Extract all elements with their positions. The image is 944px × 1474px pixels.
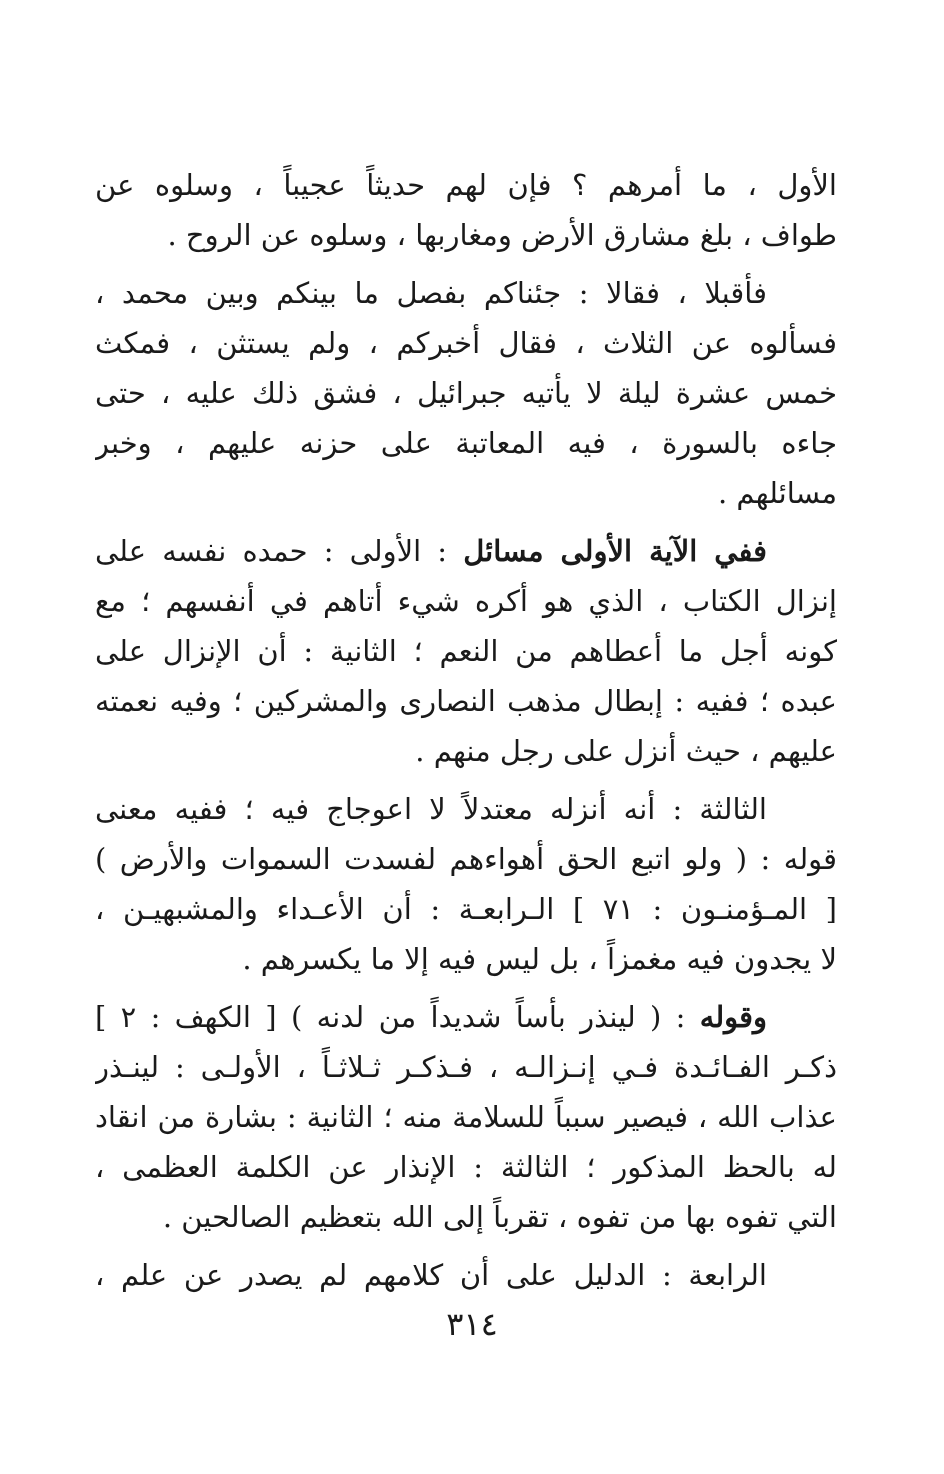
bold-lead: وقوله	[699, 1000, 767, 1034]
paragraph-1	[95, 160, 837, 260]
text-line: طواف ، بلغ مشارق الأرض ومغاربها ، وسلوه عن الروح .	[167, 218, 837, 252]
text-line: الثالثة : أنه أنزله معتدلاً لا اعوجاج فيه ؛ ففيه معنى	[95, 792, 767, 826]
text-line: فأقبلا ، فقالا : جئناكم بفصل ما بينكم وبين محمد ،	[95, 276, 767, 310]
text-line: ذكـر الفـائـدة فـي إنـزالـه ، فـذكـر ثـلاثـاً ، الأولـى : لينـذر	[95, 1050, 837, 1084]
paragraph-5	[95, 992, 837, 1242]
text-line: الأول ، ما أمرهم ؟ فإن لهم حديثاً عجيباً ، وسلوه عن	[95, 168, 837, 202]
text-line-rest: : ( لينذر بأساً شديداً من لدنه ) [ الكهف : ٢ ]	[95, 1000, 700, 1034]
text-line: مسائلهم .	[717, 476, 837, 510]
text-line: عليهم ، حيث أنزل على رجل منهم .	[415, 734, 837, 768]
text-line: قوله : ( ولو اتبع الحق أهواءهم لفسدت السموات والأرض )	[95, 842, 837, 876]
text-line: لا يجدون فيه مغمزاً ، بل ليس فيه إلا ما يكسرهم .	[242, 942, 837, 976]
text-line: عذاب الله ، فيصير سبباً للسلامة منه ؛ الثانية : بشارة من انقاد	[95, 1100, 837, 1134]
text-line: كونه أجل ما أعطاهم من النعم ؛ الثانية : أن الإنزال على	[95, 634, 837, 668]
text-line: خمس عشرة ليلة لا يأتيه جبرائيل ، فشق ذلك عليه ، حتى	[95, 376, 837, 410]
paragraph-2	[95, 268, 837, 518]
bold-lead: ففي الآية الأولى مسائل	[463, 534, 767, 568]
paragraph-3	[95, 526, 837, 776]
text-line	[95, 526, 837, 576]
paragraph-6	[95, 1250, 837, 1300]
text-line: فسألوه عن الثلاث ، فقال أخبركم ، ولم يستثن ، فمكث	[95, 326, 837, 360]
page-number: ٣١٤	[446, 1305, 498, 1343]
body-text	[95, 160, 837, 1300]
text-line: له بالحظ المذكور ؛ الثالثة : الإنذار عن الكلمة العظمى ،	[95, 1150, 837, 1184]
text-line	[95, 992, 837, 1042]
text-line: الرابعة : الدليل على أن كلامهم لم يصدر عن علم ،	[95, 1258, 767, 1292]
text-line: [ المـؤمنـون : ٧١ ] الـرابعـة : أن الأعـداء والمشبهيـن ،	[95, 892, 837, 926]
text-line: جاءه بالسورة ، فيه المعاتبة على حزنه عليهم ، وخبر	[95, 426, 837, 460]
paragraph-4	[95, 784, 837, 984]
text-line-rest: : الأولى : حمده نفسه على	[95, 534, 464, 568]
text-line: التي تفوه بها من تفوه ، تقرباً إلى الله بتعظيم الصالحين .	[162, 1200, 837, 1234]
text-line: عبده ؛ ففيه : إبطال مذهب النصارى والمشركين ؛ وفيه نعمته	[95, 684, 837, 718]
text-line: إنزال الكتاب ، الذي هو أكره شيء أتاهم في أنفسهم ؛ مع	[95, 584, 837, 618]
